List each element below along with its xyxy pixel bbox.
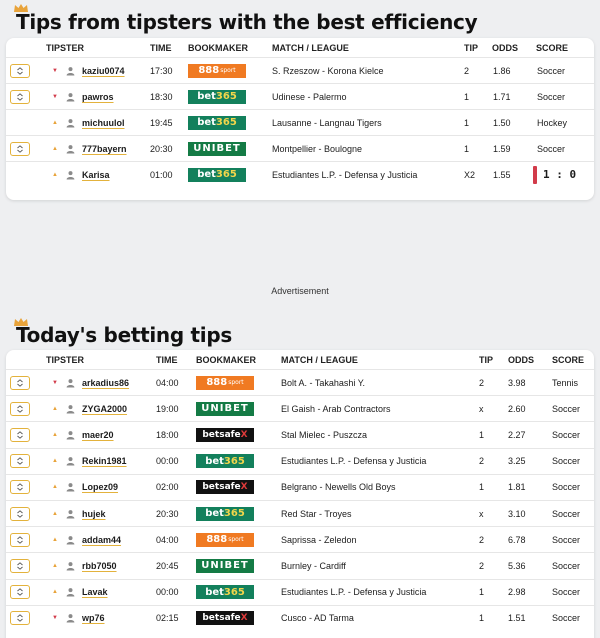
bookmaker-logo-subtext: sport	[228, 379, 244, 387]
table-row[interactable]	[6, 552, 594, 578]
sport-label: Soccer	[552, 429, 581, 440]
odds-value: 5.36	[508, 560, 526, 571]
bookmaker-logo-x: X	[240, 482, 248, 493]
odds-value: 3.98	[508, 377, 526, 388]
tipster-link[interactable]: Lopez09	[82, 482, 119, 493]
bookmaker-logo-number: 365	[223, 455, 245, 467]
bookmaker-logo-text: UNIBET	[201, 560, 249, 572]
chevron-updown-icon	[17, 483, 23, 491]
chevron-updown-icon	[17, 510, 23, 518]
chevron-updown-icon	[17, 405, 23, 413]
table-header	[6, 350, 594, 370]
table-row[interactable]	[6, 135, 594, 161]
tipster-link[interactable]: ZYGA2000	[82, 403, 128, 414]
tipster-link[interactable]: hujek	[82, 508, 106, 519]
chevron-updown-icon	[17, 536, 23, 544]
table-row[interactable]	[6, 421, 594, 447]
match-time: 20:30	[156, 508, 179, 519]
match-name: S. Rzeszow - Korona Kielce	[272, 65, 384, 76]
header-tipster: TIPSTER	[46, 43, 85, 53]
sport-label: Soccer	[537, 65, 566, 76]
table-row[interactable]	[6, 500, 594, 526]
expand-toggle-button[interactable]	[10, 428, 30, 442]
bookmaker-logo-text: bet	[205, 508, 224, 520]
match-time: 00:00	[156, 587, 179, 598]
table-row[interactable]	[6, 448, 594, 474]
match-name: Estudiantes L.P. - Defensa y Justicia	[281, 456, 427, 467]
table-row[interactable]	[6, 83, 594, 109]
sport-label: Soccer	[552, 534, 581, 545]
bookmaker-logo-text: betsafe	[202, 429, 241, 440]
sport-label: Soccer	[552, 560, 581, 571]
score-value: 1 : 0	[543, 168, 577, 181]
bet365-logo[interactable]	[188, 168, 246, 182]
bookmaker-logo-text: UNIBET	[201, 403, 249, 415]
tips-table-best-efficiency	[6, 38, 594, 200]
chevron-updown-icon	[17, 614, 23, 622]
tip-value: 1	[479, 482, 485, 493]
header-tip: TIP	[479, 355, 494, 365]
betsafe-logo[interactable]	[196, 428, 254, 442]
bookmaker-logo-number: 365	[215, 169, 237, 180]
bookmaker-logo-number: 365	[223, 586, 245, 598]
user-icon	[66, 404, 75, 413]
table-row[interactable]	[6, 369, 594, 395]
tip-value: X2	[464, 169, 476, 180]
unibet-logo[interactable]	[196, 402, 254, 416]
bookmaker-logo-text: bet	[197, 169, 216, 180]
match-name: Estudiantes L.P. - Defensa y Justicia	[281, 587, 427, 598]
header-bookmaker: BOOKMAKER	[196, 355, 256, 365]
match-name: Burnley - Cardiff	[281, 560, 346, 571]
match-name: Bolt A. - Takahashi Y.	[281, 377, 366, 388]
match-time: 19:00	[156, 403, 179, 414]
live-indicator-bar	[533, 166, 537, 184]
chevron-updown-icon	[17, 379, 23, 387]
match-name: Udinese - Palermo	[272, 91, 347, 102]
tipster-link[interactable]: addam44	[82, 534, 122, 545]
tip-value: 2	[479, 377, 485, 388]
betsafe-logo[interactable]	[196, 611, 254, 625]
tipster-link[interactable]: 777bayern	[82, 143, 127, 154]
match-name: Estudiantes L.P. - Defensa y Justicia	[272, 169, 418, 180]
match-time: 20:45	[156, 560, 179, 571]
chevron-updown-icon	[17, 93, 23, 101]
header-time: TIME	[150, 43, 172, 53]
match-time: 00:00	[156, 456, 179, 467]
trend-up-icon: ▲	[52, 171, 58, 178]
table-row[interactable]	[6, 605, 594, 631]
bet365-logo[interactable]	[196, 507, 254, 521]
odds-value: 3.25	[508, 456, 526, 467]
tipster-link[interactable]: rbb7050	[82, 560, 117, 571]
user-icon	[66, 92, 75, 101]
bookmaker-logo-subtext: sport	[220, 67, 236, 74]
tip-value: 1	[464, 143, 470, 154]
tip-value: 1	[464, 91, 470, 102]
odds-value: 2.60	[508, 403, 526, 414]
trend-up-icon: ▲	[52, 458, 58, 465]
user-icon	[66, 118, 75, 127]
user-icon	[66, 378, 75, 387]
odds-value: 6.78	[508, 534, 526, 545]
odds-value: 1.81	[508, 482, 526, 493]
user-icon	[66, 614, 75, 623]
expand-toggle-button[interactable]	[10, 454, 30, 468]
expand-toggle-button[interactable]	[10, 611, 30, 625]
trend-up-icon: ▲	[52, 536, 58, 543]
888sport-logo[interactable]	[188, 64, 246, 78]
chevron-updown-icon	[17, 67, 23, 75]
trend-down-icon: ▼	[52, 379, 58, 386]
trend-up-icon: ▲	[52, 119, 58, 126]
match-time: 02:00	[156, 482, 179, 493]
chevron-updown-icon	[17, 457, 23, 465]
bookmaker-logo-number: 365	[223, 508, 245, 520]
odds-value: 1.50	[493, 117, 511, 128]
chevron-updown-icon	[17, 562, 23, 570]
trend-down-icon: ▼	[52, 615, 58, 622]
trend-up-icon: ▲	[52, 484, 58, 491]
chevron-updown-icon	[17, 588, 23, 596]
bookmaker-logo-text: 888	[198, 65, 220, 76]
table-row[interactable]	[6, 57, 594, 83]
table-header	[6, 38, 594, 58]
trend-up-icon: ▲	[52, 405, 58, 412]
tip-value: x	[479, 508, 484, 519]
odds-value: 1.86	[493, 65, 511, 76]
unibet-logo[interactable]	[196, 559, 254, 573]
bet365-logo[interactable]	[188, 116, 246, 130]
tipster-link[interactable]: Rekin1981	[82, 456, 127, 467]
sport-label: Soccer	[552, 403, 581, 414]
match-time: 01:00	[150, 169, 173, 180]
user-icon	[66, 170, 75, 179]
bet365-logo[interactable]	[196, 454, 254, 468]
user-icon	[66, 430, 75, 439]
match-name: Red Star - Troyes	[281, 508, 352, 519]
sport-label: Soccer	[552, 482, 581, 493]
odds-value: 2.98	[508, 587, 526, 598]
match-time: 04:00	[156, 534, 179, 545]
match-time: 20:30	[150, 143, 173, 154]
match-name: Lausanne - Langnau Tigers	[272, 117, 382, 128]
sport-label: Soccer	[552, 587, 581, 598]
bookmaker-logo-text: betsafe	[202, 613, 241, 624]
tipster-link[interactable]: Lavak	[82, 587, 108, 598]
odds-value: 1.71	[493, 91, 511, 102]
bookmaker-logo-subtext: sport	[228, 536, 244, 544]
tip-value: 1	[464, 117, 470, 128]
tipster-link[interactable]: arkadius86	[82, 377, 130, 388]
table-row[interactable]	[6, 526, 594, 552]
expand-toggle-button[interactable]	[10, 559, 30, 573]
table-row[interactable]	[6, 395, 594, 421]
expand-toggle-button[interactable]	[10, 507, 30, 521]
tip-value: 2	[479, 456, 485, 467]
header-score: SCORE	[536, 43, 569, 53]
bookmaker-logo-text: 888	[206, 377, 228, 389]
bookmaker-logo-text: UNIBET	[193, 143, 241, 154]
sport-label: Soccer	[537, 143, 566, 154]
tip-value: 2	[479, 534, 485, 545]
match-time: 02:15	[156, 613, 179, 624]
expand-toggle-button[interactable]	[10, 585, 30, 599]
user-icon	[66, 588, 75, 597]
header-odds: ODDS	[508, 355, 535, 365]
match-time: 18:30	[150, 91, 173, 102]
section-title-best-efficiency: Tips from tipsters with the best efficiency	[16, 10, 478, 34]
tipster-link[interactable]: pawros	[82, 91, 114, 102]
bet365-logo[interactable]	[196, 585, 254, 599]
tipster-link[interactable]: wp76	[82, 613, 105, 624]
expand-toggle-button[interactable]	[10, 90, 30, 104]
tips-table-today	[6, 350, 594, 638]
sport-label: Tennis	[552, 377, 579, 388]
odds-value: 1.59	[493, 143, 511, 154]
match-name: Saprissa - Zeledon	[281, 534, 357, 545]
header-bookmaker: BOOKMAKER	[188, 43, 248, 53]
user-icon	[66, 509, 75, 518]
header-match: MATCH / LEAGUE	[272, 43, 349, 53]
expand-toggle-button[interactable]	[10, 480, 30, 494]
tip-value: 1	[479, 429, 485, 440]
match-name: Stal Mielec - Puszcza	[281, 429, 368, 440]
tip-value: 2	[464, 65, 470, 76]
trend-down-icon: ▼	[52, 93, 58, 100]
bookmaker-logo-number: 365	[215, 117, 237, 128]
betsafe-logo[interactable]	[196, 480, 254, 494]
chevron-updown-icon	[17, 431, 23, 439]
sport-label: Soccer	[537, 91, 566, 102]
trend-up-icon: ▲	[52, 562, 58, 569]
header-time: TIME	[156, 355, 178, 365]
sport-label: Hockey	[537, 117, 568, 128]
trend-up-icon: ▲	[52, 510, 58, 517]
tip-value: 1	[479, 613, 485, 624]
header-odds: ODDS	[492, 43, 519, 53]
sport-label: Soccer	[552, 613, 581, 624]
bookmaker-logo-text: betsafe	[202, 482, 241, 493]
header-tipster: TIPSTER	[46, 355, 85, 365]
888sport-logo[interactable]	[196, 533, 254, 547]
match-name: Cusco - AD Tarma	[281, 613, 354, 624]
match-name: El Gaish - Arab Contractors	[281, 403, 391, 414]
odds-value: 1.51	[508, 613, 526, 624]
trend-down-icon: ▼	[52, 67, 58, 74]
tip-value: 2	[479, 560, 485, 571]
table-row[interactable]	[6, 161, 594, 187]
bet365-logo[interactable]	[188, 90, 246, 104]
advertisement-label: Advertisement	[271, 286, 329, 296]
bookmaker-logo-text: bet	[205, 586, 224, 598]
unibet-logo[interactable]	[188, 142, 246, 156]
tip-value: 1	[479, 587, 485, 598]
trend-up-icon: ▲	[52, 145, 58, 152]
chevron-updown-icon	[17, 145, 23, 153]
user-icon	[66, 457, 75, 466]
user-icon	[66, 66, 75, 75]
tipster-link[interactable]: michuulol	[82, 117, 125, 128]
tipster-link[interactable]: Karisa	[82, 169, 110, 180]
expand-toggle-button[interactable]	[10, 376, 30, 390]
table-row[interactable]	[6, 474, 594, 500]
bookmaker-logo-x: X	[240, 613, 248, 624]
match-name: Montpellier - Boulogne	[272, 143, 363, 154]
sport-label: Soccer	[552, 456, 581, 467]
match-time: 18:00	[156, 429, 179, 440]
tipster-link[interactable]: maer20	[82, 429, 114, 440]
section-title-todays-tips: Today's betting tips	[16, 323, 232, 347]
user-icon	[66, 535, 75, 544]
user-icon	[66, 144, 75, 153]
table-row[interactable]	[6, 579, 594, 605]
header-score: SCORE	[552, 355, 585, 365]
odds-value: 3.10	[508, 508, 526, 519]
header-match: MATCH / LEAGUE	[281, 355, 358, 365]
odds-value: 1.55	[493, 169, 511, 180]
match-time: 17:30	[150, 65, 173, 76]
expand-toggle-button[interactable]	[10, 64, 30, 78]
match-time: 19:45	[150, 117, 173, 128]
table-row[interactable]	[6, 109, 594, 135]
tip-value: x	[479, 403, 484, 414]
expand-toggle-button[interactable]	[10, 142, 30, 156]
bookmaker-logo-text: bet	[205, 455, 224, 467]
trend-up-icon: ▲	[52, 589, 58, 596]
live-score	[533, 166, 576, 184]
expand-toggle-button[interactable]	[10, 402, 30, 416]
bookmaker-logo-text: bet	[197, 91, 216, 102]
user-icon	[66, 483, 75, 492]
odds-value: 2.27	[508, 429, 526, 440]
bookmaker-logo-number: 365	[215, 91, 237, 102]
user-icon	[66, 561, 75, 570]
trend-up-icon: ▲	[52, 431, 58, 438]
header-tip: TIP	[464, 43, 479, 53]
888sport-logo[interactable]	[196, 376, 254, 390]
bookmaker-logo-x: X	[240, 429, 248, 440]
tipster-link[interactable]: kaziu0074	[82, 65, 125, 76]
bookmaker-logo-text: 888	[206, 534, 228, 546]
sport-label: Soccer	[552, 508, 581, 519]
expand-toggle-button[interactable]	[10, 533, 30, 547]
bookmaker-logo-text: bet	[197, 117, 216, 128]
match-name: Belgrano - Newells Old Boys	[281, 482, 396, 493]
match-time: 04:00	[156, 377, 179, 388]
